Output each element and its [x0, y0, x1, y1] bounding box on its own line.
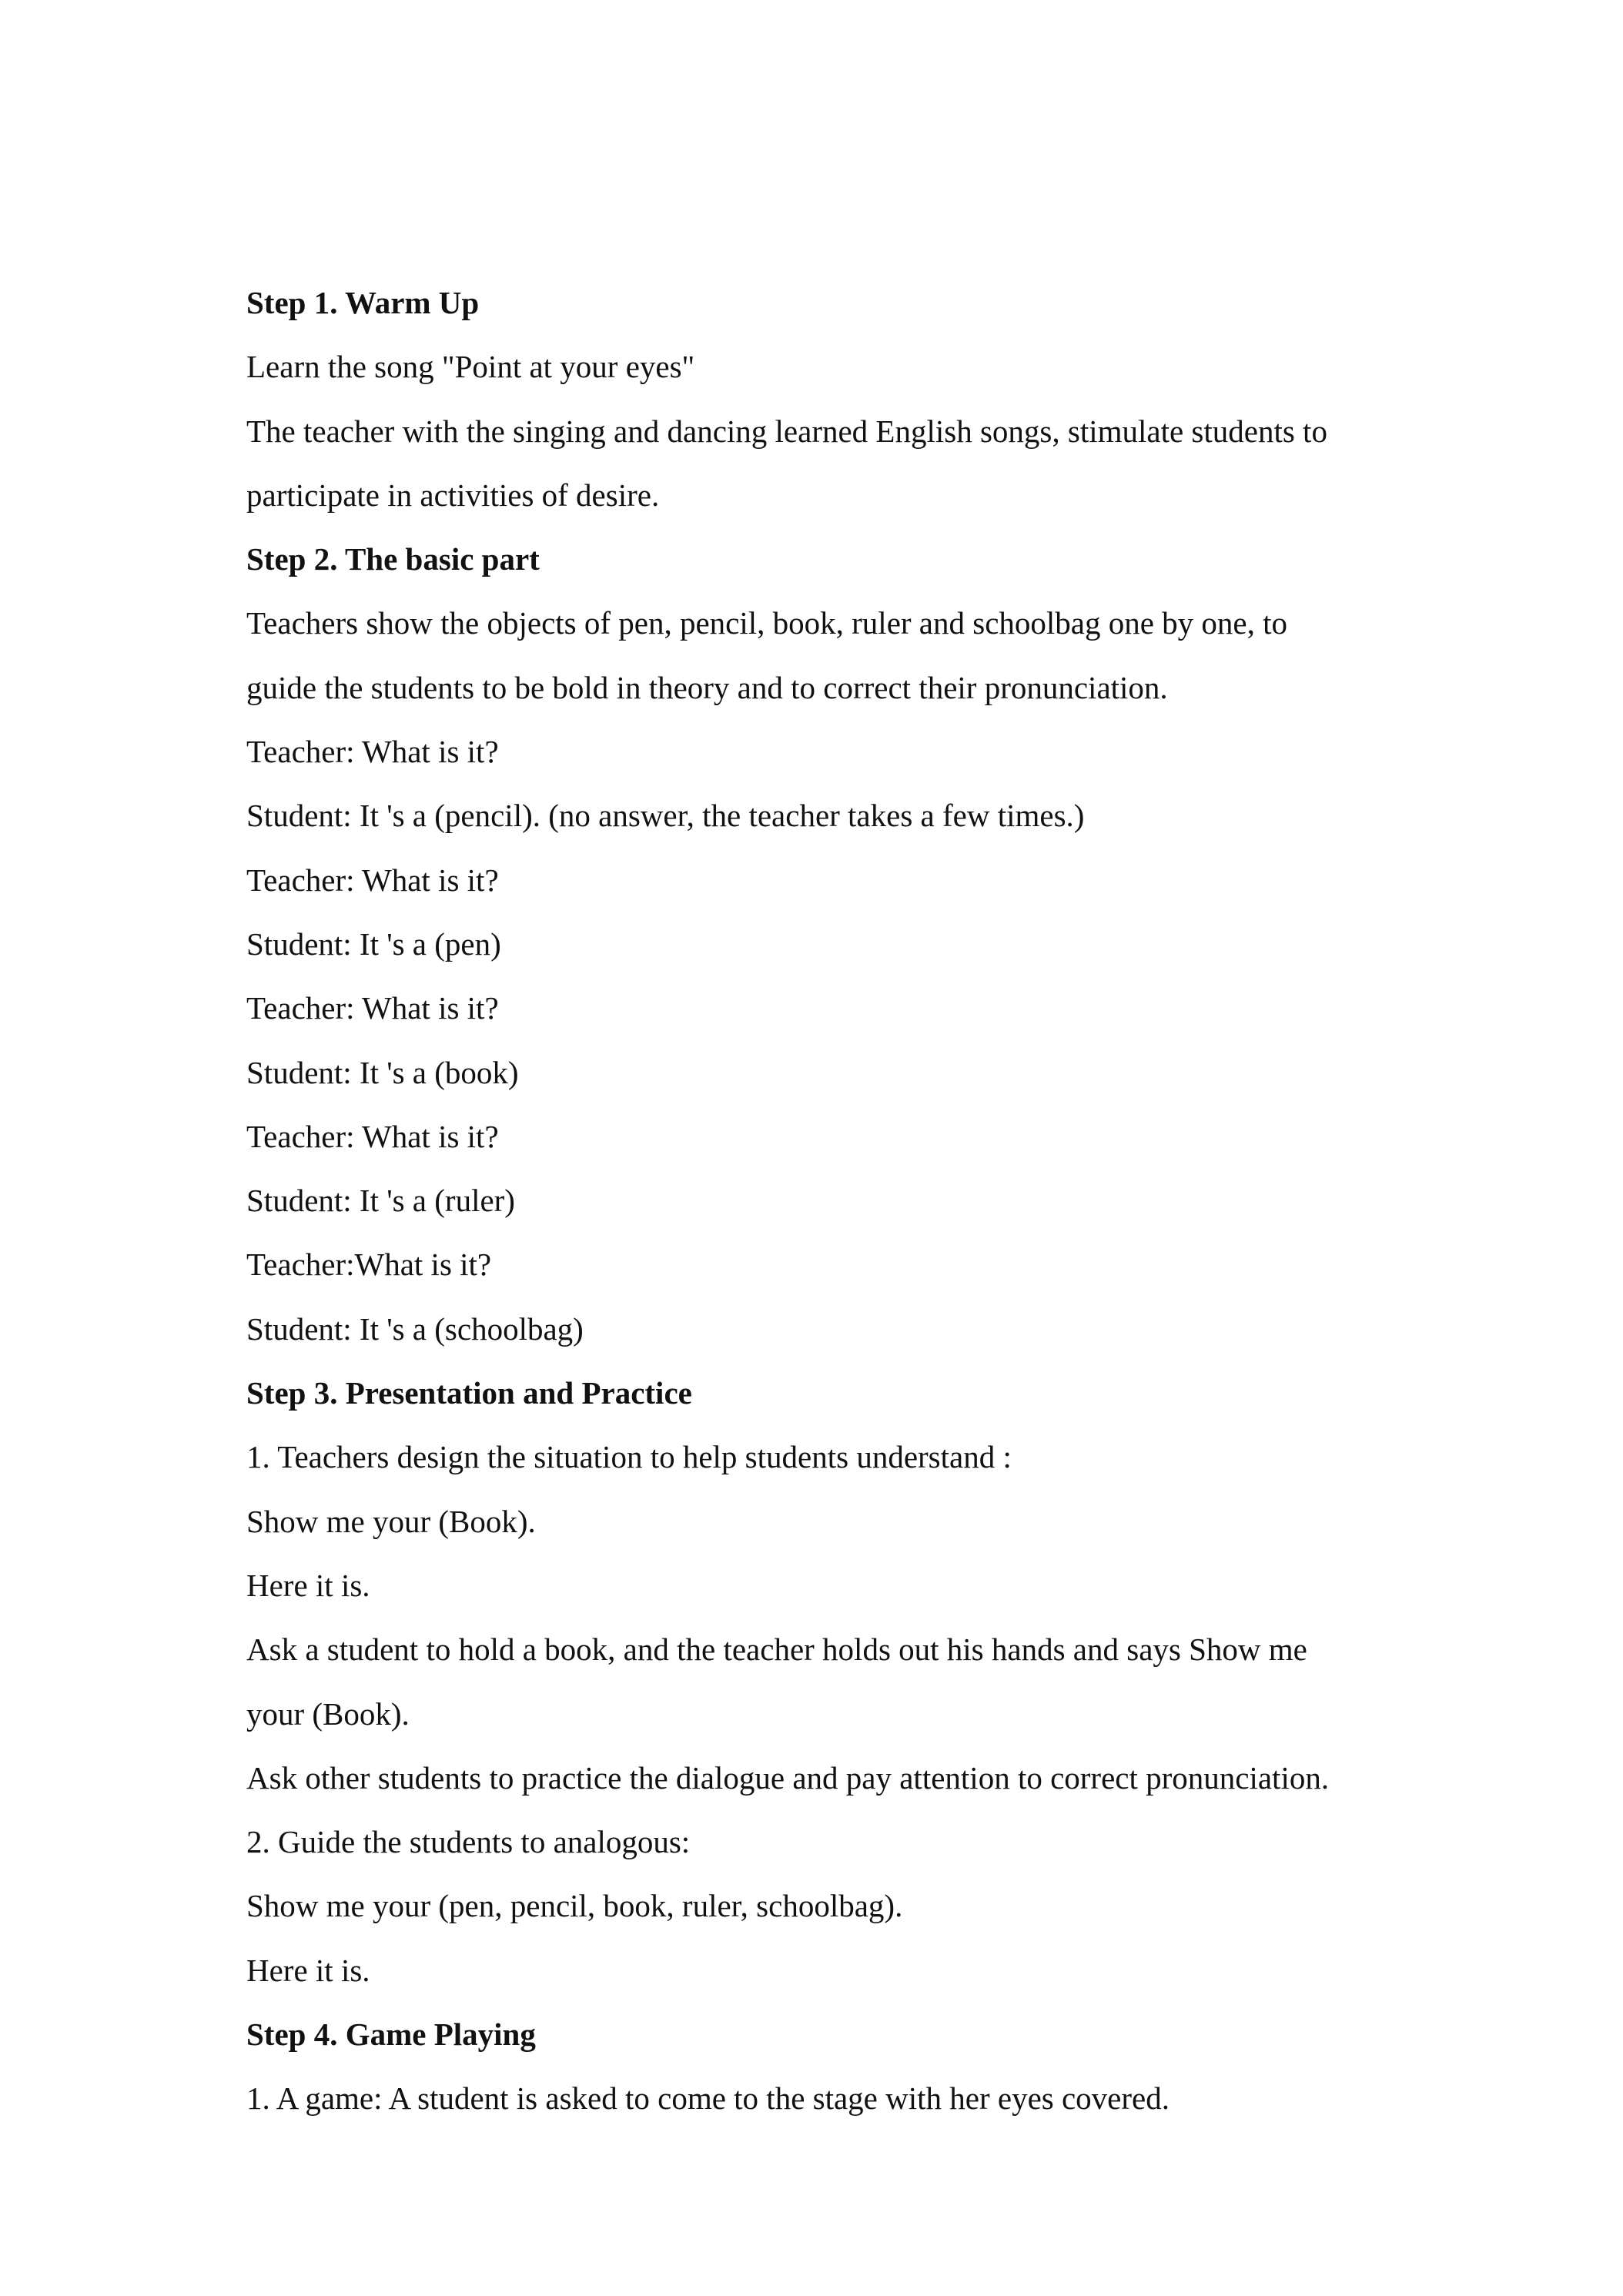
dialogue-line: Teacher: What is it?	[246, 1118, 499, 1154]
step-4-heading: Step 4. Game Playing	[246, 2017, 536, 2053]
dialogue-line: Teacher:What is it?	[246, 1247, 492, 1283]
dialogue-line: Student: It 's a (ruler)	[246, 1183, 515, 1219]
dialogue-line: Student: It 's a (pencil). (no answer, the teacher takes a few times.)	[246, 798, 1085, 834]
paragraph-line: Here it is.	[246, 1952, 370, 1988]
dialogue-line: Student: It 's a (book)	[246, 1054, 519, 1090]
paragraph-line: Show me your (Book).	[246, 1503, 536, 1539]
paragraph-line: Teachers show the objects of pen, pencil, book, ruler and schoolbag one by one, to	[246, 605, 1288, 641]
step-1-heading: Step 1. Warm Up	[246, 285, 480, 320]
step-2-heading: Step 2. The basic part	[246, 541, 540, 577]
step-3-heading: Step 3. Presentation and Practice	[246, 1375, 692, 1411]
paragraph-line: your (Book).	[246, 1695, 410, 1732]
paragraph-line: guide the students to be bold in theory and to correct their pronunciation.	[246, 669, 1168, 705]
paragraph-line: The teacher with the singing and dancing learned English songs, stimulate students to	[246, 413, 1327, 449]
dialogue-line: Teacher: What is it?	[246, 734, 499, 770]
paragraph-line: participate in activities of desire.	[246, 477, 660, 513]
dialogue-line: Student: It 's a (pen)	[246, 925, 501, 962]
paragraph-line: Ask a student to hold a book, and the teacher holds out his hands and says Show me	[246, 1632, 1307, 1668]
dialogue-line: Teacher: What is it?	[246, 990, 499, 1026]
list-item: 2. Guide the students to analogous:	[246, 1824, 691, 1860]
paragraph-line: Here it is.	[246, 1567, 370, 1603]
list-item: 1. Teachers design the situation to help students understand :	[246, 1439, 1012, 1475]
paragraph-line: Show me your (pen, pencil, book, ruler, schoolbag).	[246, 1888, 903, 1924]
document-body	[246, 271, 1378, 2131]
list-item: 1. A game: A student is asked to come to the stage with her eyes covered.	[246, 2080, 1170, 2117]
paragraph-line: Ask other students to practice the dialogue and pay attention to correct pronunciation.	[246, 1759, 1330, 1796]
dialogue-line: Student: It 's a (schoolbag)	[246, 1310, 584, 1347]
dialogue-line: Teacher: What is it?	[246, 862, 499, 898]
paragraph-line: Learn the song "Point at your eyes"	[246, 349, 695, 385]
